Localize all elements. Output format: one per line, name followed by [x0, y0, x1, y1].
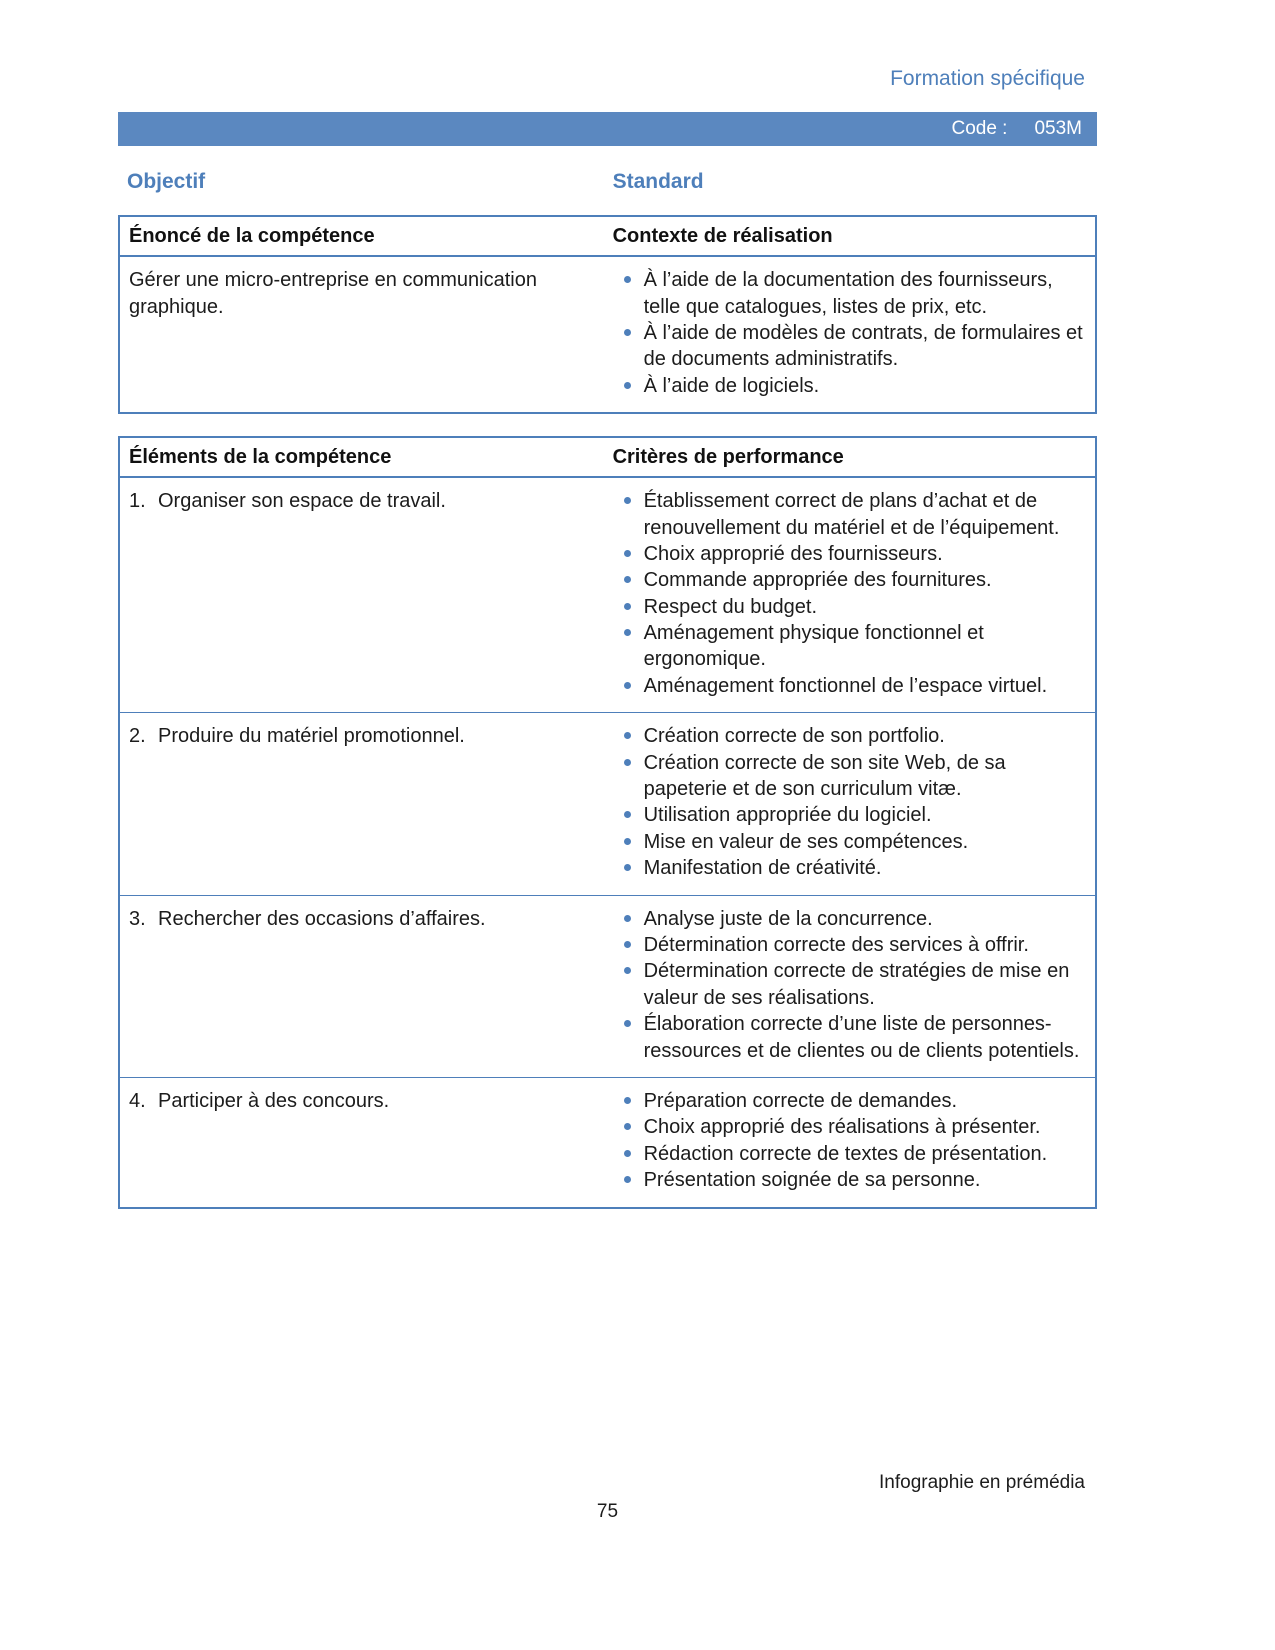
element-cell: [119, 477, 604, 713]
criteres-header: Critères de performance: [604, 437, 1096, 477]
page-number: 75: [596, 1501, 619, 1522]
criteria-item: Création correcte de son site Web, de sa papeterie et de son curriculum vitæ.: [613, 750, 1085, 803]
element-number: 4.: [129, 1089, 146, 1112]
contexte-header: Contexte de réalisation: [604, 216, 1096, 256]
criteria-item: Détermination correcte des services à offrir.: [613, 932, 1085, 958]
column-headings: [118, 170, 1097, 194]
elements-header: Éléments de la compétence: [119, 437, 604, 477]
objectif-heading: Objectif: [127, 170, 206, 194]
code-bar: [118, 112, 1097, 146]
enonce-table-header-row: [119, 216, 1096, 256]
criteria-item: Aménagement physique fonctionnel et ergonomique.: [613, 620, 1085, 673]
criteria-cell: [604, 1077, 1096, 1207]
criteria-item: Choix approprié des fournisseurs.: [613, 541, 1085, 567]
element-label: Produire du matériel promotionnel.: [158, 725, 465, 748]
element-row-1: [119, 477, 1096, 713]
standard-heading: Standard: [612, 170, 704, 194]
elements-table-header-row: [119, 437, 1096, 477]
code-value: 053M: [1034, 118, 1082, 140]
context-item: À l’aide de logiciels.: [613, 373, 1085, 399]
criteria-list: [613, 1088, 1085, 1194]
enonce-header: Énoncé de la compétence: [119, 216, 604, 256]
element-cell: [119, 1077, 604, 1207]
element-label: Organiser son espace de travail.: [158, 490, 446, 513]
enonce-table-body-row: [119, 256, 1096, 413]
criteria-item: Préparation correcte de demandes.: [613, 1088, 1085, 1114]
criteria-item: Détermination correcte de stratégies de mise en valeur de ses réalisations.: [613, 958, 1085, 1011]
criteria-item: Présentation soignée de sa personne.: [613, 1167, 1085, 1193]
section-label: Formation spécifique: [890, 67, 1085, 90]
element-row-3: [119, 895, 1096, 1077]
competence-statement: Gérer une micro-entreprise en communication graphique.: [129, 269, 537, 318]
element-row-4: [119, 1077, 1096, 1207]
criteria-item: Mise en valeur de ses compétences.: [613, 829, 1085, 855]
criteria-item: Analyse juste de la concurrence.: [613, 906, 1085, 932]
page-content: [118, 0, 1097, 1231]
criteria-list: [613, 723, 1085, 881]
criteria-item: Rédaction correcte de textes de présentation.: [613, 1141, 1085, 1167]
element-cell: [119, 895, 604, 1077]
enonce-table: [118, 215, 1097, 414]
context-item: À l’aide de modèles de contrats, de formulaires et de documents administratifs.: [613, 320, 1085, 373]
element-cell: [119, 713, 604, 895]
element-label: Participer à des concours.: [158, 1089, 390, 1112]
criteria-item: Utilisation appropriée du logiciel.: [613, 802, 1085, 828]
criteria-item: Commande appropriée des fournitures.: [613, 567, 1085, 593]
criteria-list: [613, 488, 1085, 699]
context-item: À l’aide de la documentation des fournisseurs, telle que catalogues, listes de prix, etc.: [613, 267, 1085, 320]
element-number: 3.: [129, 907, 146, 930]
code-label: Code :: [951, 118, 1008, 140]
criteria-item: Élaboration correcte d’une liste de personnes-ressources et de clientes ou de clients potentiels.: [613, 1011, 1085, 1064]
criteria-item: Aménagement fonctionnel de l’espace virtuel.: [613, 673, 1085, 699]
elements-table: [118, 436, 1097, 1208]
criteria-item: Choix approprié des réalisations à présenter.: [613, 1114, 1085, 1140]
element-row-2: [119, 713, 1096, 895]
criteria-item: Manifestation de créativité.: [613, 855, 1085, 881]
criteria-item: Création correcte de son portfolio.: [613, 723, 1085, 749]
footer-label: Infographie en prémédia: [879, 1472, 1085, 1493]
element-label: Rechercher des occasions d’affaires.: [158, 907, 486, 930]
criteria-cell: [604, 713, 1096, 895]
criteria-cell: [604, 895, 1096, 1077]
contexte-cell: [604, 256, 1096, 413]
criteria-cell: [604, 477, 1096, 713]
criteria-item: Établissement correct de plans d’achat et de renouvellement du matériel et de l’équipement.: [613, 488, 1085, 541]
criteria-list: [613, 906, 1085, 1064]
element-number: 1.: [129, 490, 146, 513]
criteria-item: Respect du budget.: [613, 594, 1085, 620]
context-list: [613, 267, 1085, 399]
element-number: 2.: [129, 725, 146, 748]
